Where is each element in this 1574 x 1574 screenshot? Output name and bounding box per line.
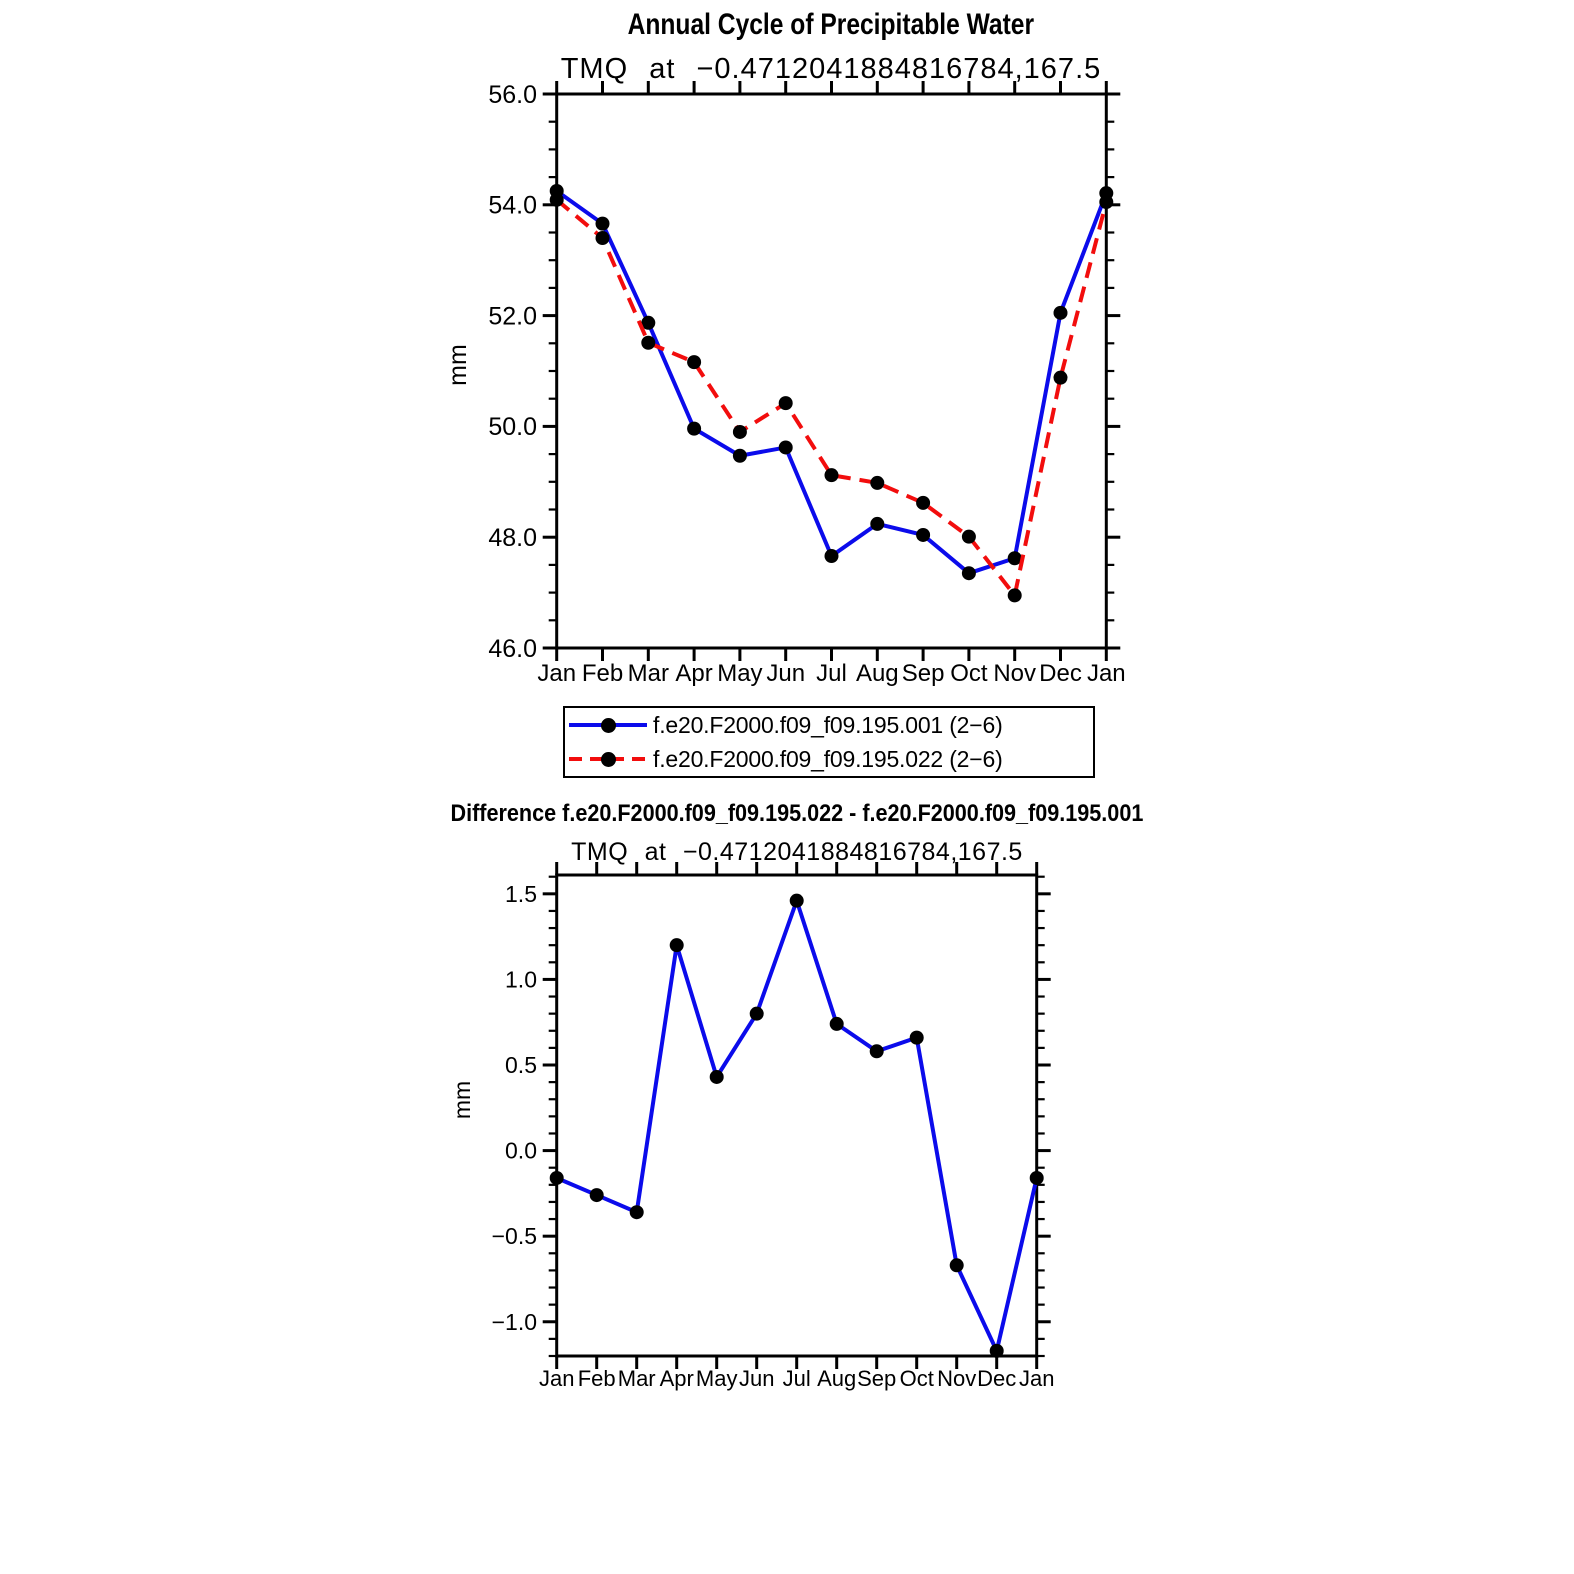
x-tick-label: Dec [1039,660,1082,687]
x-tick-label: Jan [538,1366,575,1391]
x-tick-label: May [695,1366,738,1391]
data-point [710,1070,724,1084]
data-point [950,1258,964,1272]
data-point [962,566,976,580]
y-tick-label: −1.0 [491,1308,537,1335]
y-axis-label-mm-bottom: mm [449,1080,475,1120]
data-point [687,422,701,436]
data-point [550,1171,564,1185]
x-tick-label: Jan [1018,1366,1055,1391]
data-point [990,1344,1004,1358]
annual-cycle-title [431,10,1231,40]
x-tick-label: Oct [899,1366,934,1391]
legend-label-001: f.e20.F2000.f09_f09.195.001 (2−6) [653,711,1003,738]
data-point [733,449,747,463]
data-point [670,938,684,952]
y-tick-label: 56.0 [488,80,537,109]
data-point [830,1017,844,1031]
data-point [790,894,804,908]
annual-cycle-chart [488,81,1125,687]
x-tick-label: Aug [855,660,899,687]
x-tick-label: May [717,660,763,687]
data-point [825,468,839,482]
data-point [1030,1171,1044,1185]
data-point [596,231,610,245]
annual-cycle-title-text: Annual Cycle of Precipitable Water [627,8,1035,41]
legend-swatch-dashed [565,742,649,776]
x-tick-label: Sep [857,1366,897,1391]
data-point [733,425,747,439]
series-line [557,200,1107,596]
legend [563,706,1095,778]
data-point [870,476,884,490]
x-tick-label: Jun [738,1366,775,1391]
y-tick-label: 46.0 [488,634,537,663]
legend-label-022: f.e20.F2000.f09_f09.195.022 (2−6) [653,745,1003,772]
x-tick-label: Nov [937,1366,977,1391]
x-tick-label: Jan [1086,660,1126,687]
data-point [1054,306,1068,320]
data-point [1008,588,1022,602]
data-point [779,396,793,410]
y-tick-label: 0.5 [505,1052,537,1079]
legend-marker-dot [601,752,616,767]
legend-swatch-solid [565,708,649,742]
x-tick-label: Dec [977,1366,1017,1391]
data-point [550,193,564,207]
y-tick-label: 50.0 [488,413,537,442]
data-point [870,517,884,531]
plot-frame [557,94,1107,648]
data-point [590,1188,604,1202]
x-tick-label: Apr [659,1366,694,1391]
x-tick-label: Oct [950,660,988,687]
difference-subtitle: TMQ at −0.4712041884816784,167.5 [571,838,1023,866]
data-point [750,1007,764,1021]
data-point [910,1031,924,1045]
legend-marker-dot [601,718,616,733]
data-point [1099,195,1113,209]
x-tick-label: Mar [617,1366,656,1391]
x-tick-label: Feb [581,660,624,687]
x-tick-label: Mar [627,660,669,687]
difference-title [397,802,1197,826]
y-tick-label: −0.5 [491,1223,537,1250]
x-tick-label: Feb [577,1366,616,1391]
x-tick-label: Jul [816,660,847,687]
x-tick-label: Jun [766,660,806,687]
x-tick-label: Sep [901,660,945,687]
data-point [687,355,701,369]
series-line [557,191,1107,573]
data-point [916,496,930,510]
y-tick-label: 54.0 [488,191,537,220]
y-tick-label: 1.5 [505,880,537,907]
difference-title-text: Difference f.e20.F2000.f09_f09.195.022 - f.e20.F2000.f09_f09.195.001 [450,800,1144,827]
y-tick-label: 52.0 [488,302,537,331]
data-point [825,549,839,563]
data-point [1054,371,1068,385]
y-tick-label: 48.0 [488,523,537,552]
data-point [870,1044,884,1058]
data-point [630,1205,644,1219]
legend-item-001 [565,708,1093,742]
x-tick-label: Aug [817,1366,857,1391]
y-tick-label: 0.0 [505,1137,537,1164]
legend-item-022 [565,742,1093,776]
data-point [916,528,930,542]
data-point [641,336,655,350]
data-point [779,440,793,454]
x-tick-label: Jul [782,1366,811,1391]
x-tick-label: Apr [675,660,713,687]
series-line [557,901,1037,1351]
data-point [596,217,610,231]
difference-chart [492,862,1055,1391]
y-axis-label-mm-top: mm [444,344,472,386]
data-point [962,530,976,544]
annual-cycle-subtitle: TMQ at −0.4712041884816784,167.5 [560,53,1102,85]
x-tick-label: Jan [537,660,577,687]
y-tick-label: 1.0 [505,966,537,993]
x-tick-label: Nov [993,660,1037,687]
